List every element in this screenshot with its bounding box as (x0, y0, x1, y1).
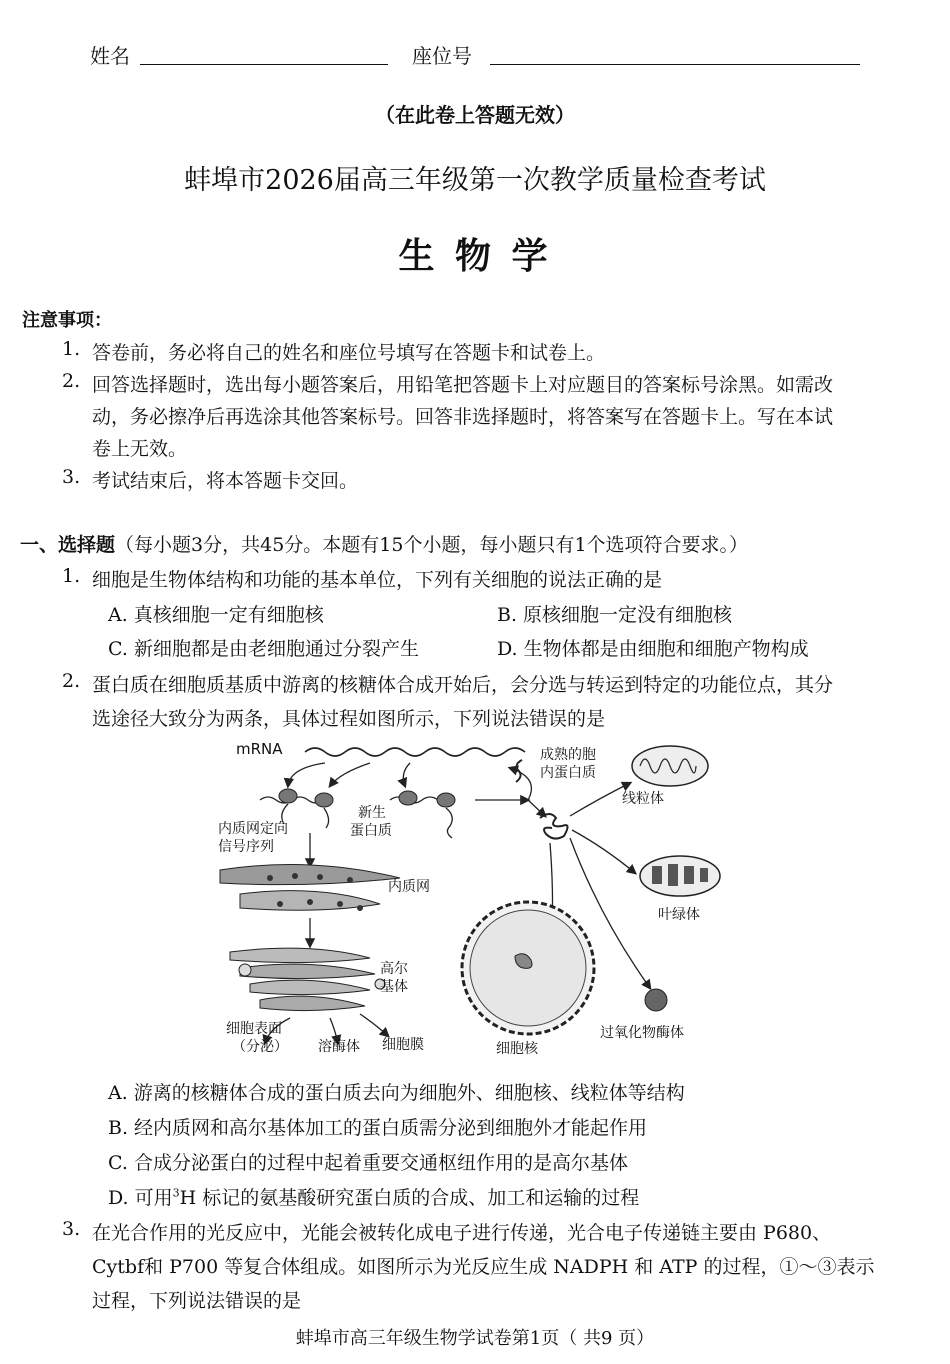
name-field[interactable] (140, 64, 388, 65)
section-heading (20, 530, 748, 557)
seat-label: 座位号 (412, 44, 472, 68)
chloroplast-shape (640, 856, 720, 896)
q3-stem-line1: 在光合作用的光反应中，光能会被转化成电子进行传递，光合电子传递链主要由 P680、 (92, 1222, 832, 1244)
q1-option-c[interactable]: C. 新细胞都是由老细胞通过分裂产生 (108, 638, 419, 660)
label-chloroplast: 叶绿体 (658, 907, 700, 923)
q2-option-c[interactable]: C. 合成分泌蛋白的过程中起着重要交通枢纽作用的是高尔基体 (108, 1152, 628, 1174)
q2-option-d-sup: 3 (172, 1186, 180, 1200)
instruction-text-2b: 动，务必擦净后再选涂其他答案标号。回答非选择题时，将答案写在答题卡上。写在本试 (92, 406, 834, 428)
ribosome-2 (315, 793, 333, 807)
instruction-text-3: 考试结束后，将本答题卡交回。 (92, 470, 359, 492)
instruction-num-3: 3. (62, 466, 81, 488)
ribosome-1 (279, 789, 297, 803)
q2-option-d[interactable] (108, 1183, 639, 1210)
instruction-text-2c: 卷上无效。 (92, 438, 188, 460)
label-peroxisome: 过氧化物酶体 (600, 1025, 684, 1041)
label-membrane: 细胞膜 (382, 1037, 424, 1053)
label-mrna: mRNA (236, 740, 283, 758)
q2-option-d-post: H 标记的氨基酸研究蛋白质的合成、加工和运输的过程 (179, 1187, 640, 1209)
name-label: 姓名 (90, 44, 130, 68)
er-membranes (220, 865, 400, 911)
section-title: 一、选择题 (20, 534, 116, 556)
mrna-strand (305, 748, 525, 756)
q2-option-d-pre: D. 可用 (108, 1187, 173, 1209)
q1-stem: 细胞是生物体结构和功能的基本单位，下列有关细胞的说法正确的是 (92, 569, 663, 591)
q1-option-a[interactable]: A. 真核细胞一定有细胞核 (108, 604, 324, 626)
invalid-notice: （在此卷上答题无效） (375, 103, 575, 127)
mitochondrion-shape (632, 746, 708, 786)
q3-stem-line2: Cytbf和 P700 等复合体组成。如图所示为光反应生成 NADPH 和 ATP 的过程，①～③表示 (92, 1256, 875, 1278)
ribosome-3 (399, 791, 417, 805)
protein-sorting-figure (210, 738, 750, 1068)
protein-sorting-diagram (210, 738, 750, 1068)
label-signal-2: 信号序列 (218, 839, 274, 855)
q1-option-b[interactable]: B. 原核细胞一定没有细胞核 (497, 604, 733, 626)
folded-protein (540, 814, 568, 839)
section-desc: （每小题3分，共45分。本题有15个小题，每小题只有1个选项符合要求。） (115, 534, 749, 556)
q3-number: 3. (62, 1218, 81, 1240)
golgi-cisternae (230, 948, 385, 1010)
instruction-num-1: 1. (62, 338, 81, 360)
label-mature-2: 内蛋白质 (540, 765, 596, 781)
nucleus-shape (462, 902, 594, 1034)
label-nascent-2: 蛋白质 (350, 823, 392, 839)
instruction-text-2a: 回答选择题时，选出每小题答案后，用铅笔把答题卡上对应题目的答案标号涂黑。如需改 (92, 374, 834, 396)
q2-stem-line2: 选途径大致分为两条，具体过程如图所示，下列说法错误的是 (92, 708, 606, 730)
page-footer: 蚌埠市高三年级生物学试卷第1页（ 共9 页） (295, 1328, 655, 1349)
q2-option-b[interactable]: B. 经内质网和高尔基体加工的蛋白质需分泌到细胞外才能起作用 (108, 1117, 648, 1139)
label-surface-1: 细胞表面 (226, 1021, 282, 1037)
q1-option-d[interactable]: D. 生物体都是由细胞和细胞产物构成 (497, 638, 809, 660)
label-nascent-1: 新生 (358, 805, 386, 821)
q3-stem-line3: 过程，下列说法错误的是 (92, 1290, 302, 1312)
seat-field[interactable] (490, 64, 860, 65)
instructions-heading: 注意事项： (22, 310, 112, 331)
q2-stem-line1: 蛋白质在细胞质基质中游离的核糖体合成开始后，会分选与转运到特定的功能位点，其分 (92, 674, 834, 696)
label-surface-2: （分泌） (232, 1039, 288, 1055)
peroxisome-shape (645, 989, 667, 1011)
label-golgi-1: 高尔 (380, 961, 408, 977)
label-mature-1: 成熟的胞 (540, 747, 596, 763)
instruction-num-2: 2. (62, 370, 81, 392)
label-lysosome: 溶酶体 (318, 1039, 360, 1055)
label-er: 内质网 (388, 879, 430, 895)
label-signal-1: 内质网定向 (218, 821, 288, 837)
q1-number: 1. (62, 565, 81, 587)
exam-title: 蚌埠市2026届高三年级第一次教学质量检查考试 (184, 165, 766, 196)
label-nucleus: 细胞核 (496, 1041, 538, 1057)
subject-title: 生 物 学 (398, 236, 552, 277)
ribosome-4 (437, 793, 455, 807)
label-mitochondrion: 线粒体 (622, 791, 664, 807)
label-golgi-2: 基体 (380, 979, 408, 995)
q2-option-a[interactable]: A. 游离的核糖体合成的蛋白质去向为细胞外、细胞核、线粒体等结构 (108, 1082, 685, 1104)
q2-number: 2. (62, 670, 81, 692)
instruction-text-1: 答卷前，务必将自己的姓名和座位号填写在答题卡和试卷上。 (92, 342, 606, 364)
